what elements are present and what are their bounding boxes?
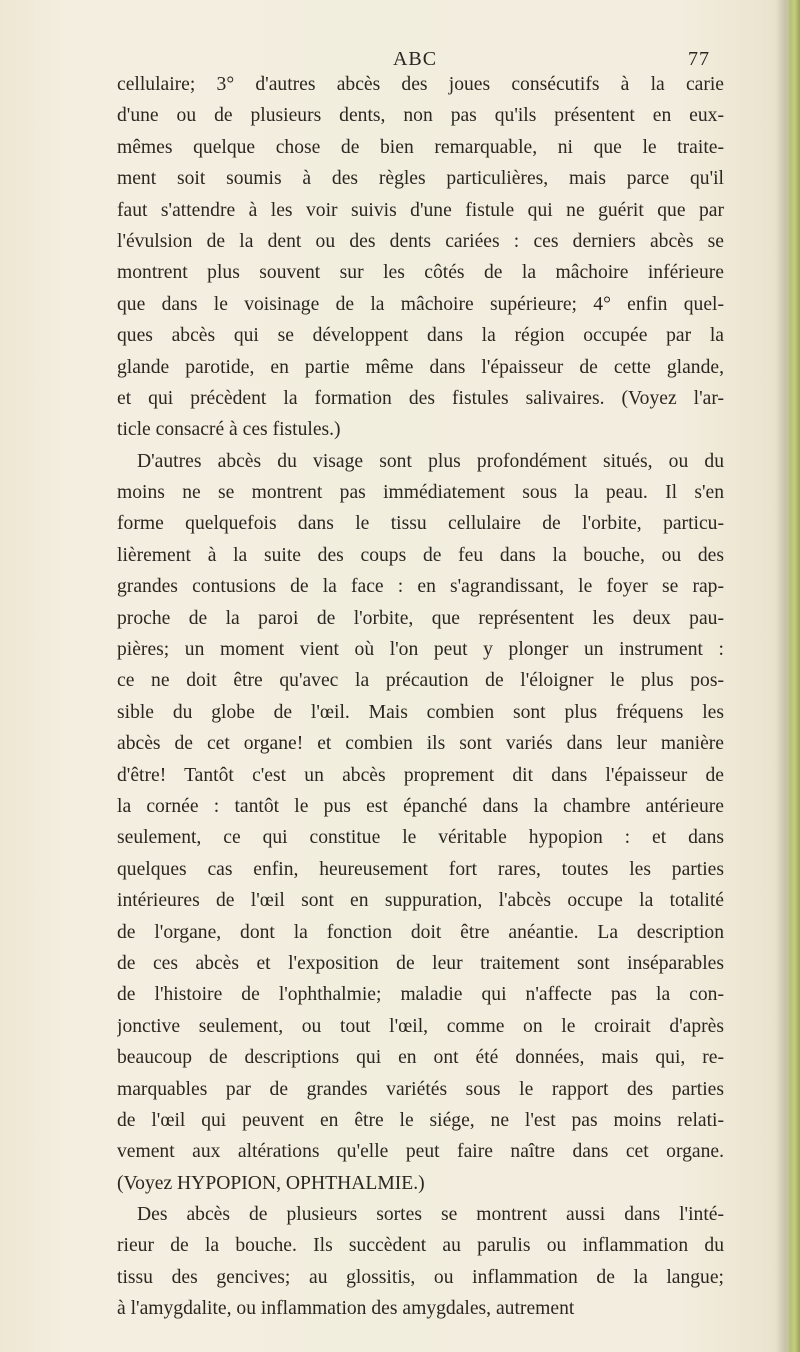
text-line: ment soit soumis à des règles particulières, mais parce qu'il: [117, 168, 724, 190]
text-line: intérieures de l'œil sont en suppuration, l'abcès occupe la totalité: [117, 890, 724, 912]
text-line: seulement, ce qui constitue le véritable hypopion : et dans: [117, 827, 724, 849]
text-line: d'une ou de plusieurs dents, non pas qu'ils présentent en eux-: [117, 105, 724, 127]
text-line: glande parotide, en partie même dans l'épaisseur de cette glande,: [117, 356, 724, 378]
page-number: 77: [688, 48, 710, 70]
page-gutter-shadow: [776, 0, 786, 1352]
text-line: montrent plus souvent sur les côtés de la mâchoire inférieure: [117, 262, 724, 284]
text-line: moins ne se montrent pas immédiatement sous la peau. Il s'en: [117, 482, 724, 504]
text-line: sible du globe de l'œil. Mais combien sont plus fréquens les: [117, 701, 724, 723]
text-line: la cornée : tantôt le pus est épanché dans la chambre antérieure: [117, 795, 724, 817]
text-line: lièrement à la suite des coups de feu dans la bouche, ou des: [117, 544, 724, 566]
header-title: ABC: [392, 48, 438, 70]
text-line: d'être! Tantôt c'est un abcès proprement dit dans l'épaisseur de: [117, 764, 724, 786]
text-line: à l'amygdalite, ou inflammation des amygdales, autrement: [117, 1298, 575, 1320]
text-line: grandes contusions de la face : en s'agrandissant, le foyer se rap-: [117, 576, 724, 598]
text-line: l'évulsion de la dent ou des dents cariées : ces derniers abcès se: [117, 230, 724, 252]
text-line: forme quelquefois dans le tissu cellulaire de l'orbite, particu-: [117, 513, 724, 535]
page-edge: [786, 0, 800, 1352]
text-line: quelques cas enfin, heureusement fort rares, toutes les parties: [117, 858, 724, 880]
body-text: [117, 69, 724, 1325]
text-line: faut s'attendre à les voir suivis d'une fistule qui ne guérit que par: [117, 199, 724, 221]
text-line: ce ne doit être qu'avec la précaution de l'éloigner le plus pos-: [117, 670, 724, 692]
text-line: de l'histoire de l'ophthalmie; maladie qui n'affecte pas la con-: [117, 984, 724, 1006]
text-line: rieur de la bouche. Ils succèdent au parulis ou inflammation du: [117, 1235, 724, 1257]
text-line: beaucoup de descriptions qui en ont été données, mais qui, re-: [117, 1047, 724, 1069]
text-line: tissu des gencives; au glossitis, ou inflammation de la langue;: [117, 1266, 724, 1288]
text-line: et qui précèdent la formation des fistules salivaires. (Voyez l'ar-: [117, 387, 724, 409]
text-line: vement aux altérations qu'elle peut faire naître dans cet organe.: [117, 1141, 724, 1163]
text-line: ques abcès qui se développent dans la région occupée par la: [117, 325, 724, 347]
text-line: de ces abcès et l'exposition de leur traitement sont inséparables: [117, 952, 724, 974]
text-line: de l'œil qui peuvent en être le siége, ne l'est pas moins relati-: [117, 1109, 724, 1131]
text-line: de l'organe, dont la fonction doit être anéantie. La description: [117, 921, 724, 943]
text-line: proche de la paroi de l'orbite, que représentent les deux pau-: [117, 607, 724, 629]
text-line: que dans le voisinage de la mâchoire supérieure; 4° enfin quel-: [117, 293, 724, 315]
text-line: (Voyez HYPOPION, OPHTHALMIE.): [117, 1172, 425, 1194]
text-line: D'autres abcès du visage sont plus profondément situés, ou du: [137, 450, 724, 472]
text-line: Des abcès de plusieurs sortes se montrent aussi dans l'inté-: [137, 1204, 724, 1226]
text-line: pières; un moment vient où l'on peut y plonger un instrument :: [117, 639, 724, 661]
text-line: abcès de cet organe! et combien ils sont variés dans leur manière: [117, 733, 724, 755]
text-line: ticle consacré à ces fistules.): [117, 419, 341, 441]
text-line: mêmes quelque chose de bien remarquable, ni que le traite-: [117, 136, 724, 158]
text-line: jonctive seulement, ou tout l'œil, comme on le croirait d'après: [117, 1015, 724, 1037]
text-line: cellulaire; 3° d'autres abcès des joues consécutifs à la carie: [117, 74, 724, 95]
text-line: marquables par de grandes variétés sous le rapport des parties: [117, 1078, 724, 1100]
